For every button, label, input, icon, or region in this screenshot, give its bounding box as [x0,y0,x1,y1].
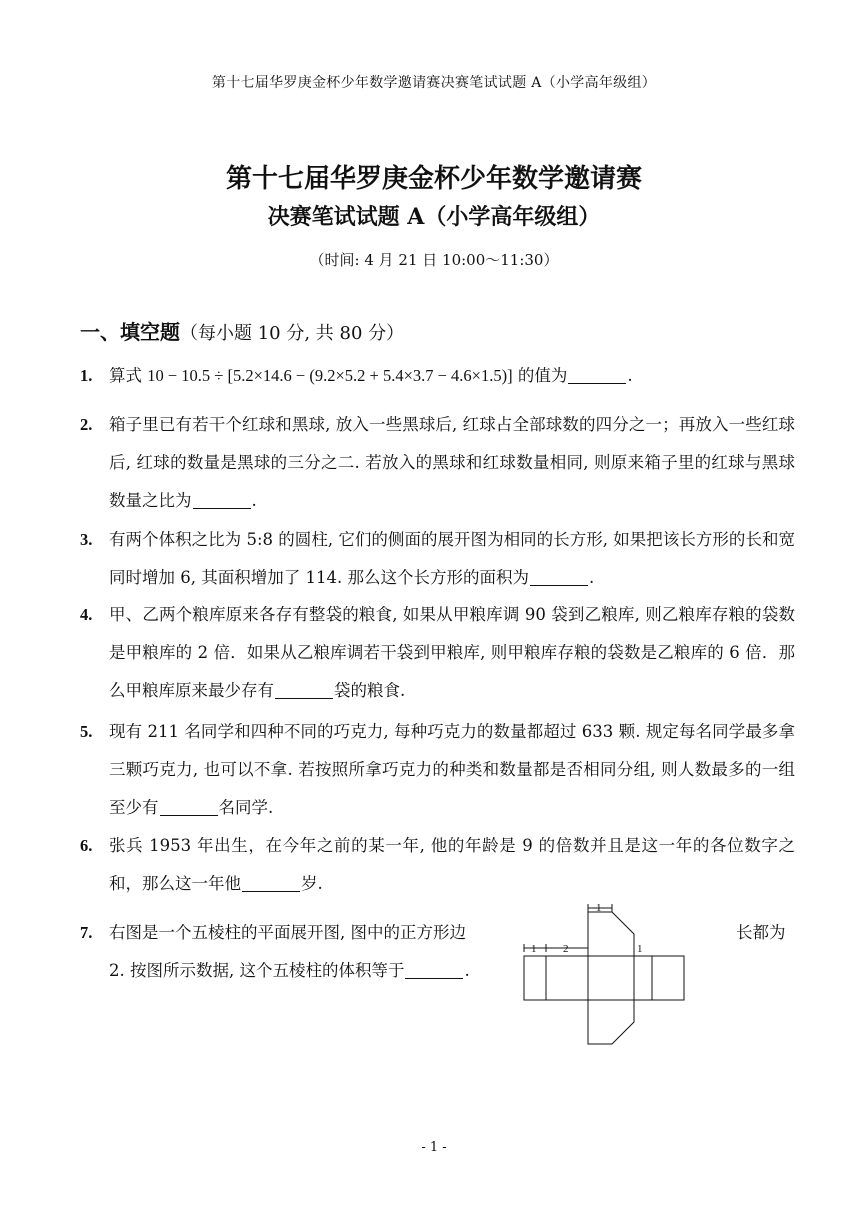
problem-number: 6. [80,836,93,855]
bottom-pentagon-face [588,1000,634,1044]
problem-7 [109,914,499,990]
problem-text: 箱子里已有若干个红球和黑球, 放入一些黑球后, 红球占全部球数的四分之一；再放入一些红球后, 红球的数量是黑球的三分之二. 若放入的黑球和红球数量相同, 则原来箱子里的红球与黑球数量之比为 [109,415,795,510]
section-note: （每小题 10 分, 共 80 分） [180,323,405,344]
problem-5 [80,713,795,827]
problem-text: 右图是一个五棱柱的平面展开图, 图中的正方形边 [109,923,466,942]
dimension-label: 1 [596,902,602,914]
problem-text: 张兵 1953 年出生，在今年之前的某一年, 他的年龄是 9 的倍数并且是这一年的各位数字之和，那么这一年他 [109,836,795,893]
page-number: - 1 - [421,1140,447,1155]
answer-blank[interactable] [568,367,626,385]
problem-end: . [588,568,595,587]
section-heading [80,316,404,345]
dimension-label: 1 [531,943,537,955]
problem-number: 5. [80,722,93,741]
top-pentagon-face [588,912,634,956]
problem-text: 算式 [109,366,148,385]
problem-text: 长都为 [736,923,786,942]
answer-blank[interactable] [405,962,463,980]
answer-blank[interactable] [160,799,218,817]
dimension-label: 2 [563,943,569,955]
problem-3 [80,521,795,597]
problem-text: 现有 211 名同学和四种不同的巧克力, 每种巧克力的数量都超过 633 颗. 规定每名同学最多拿三颗巧克力, 也可以不拿. 若按照所拿巧克力的种类和数量都是否相同分组, 则人数最多的一组至少有 [109,722,795,817]
problem-end: . [627,366,633,385]
answer-blank[interactable] [193,492,251,510]
problem-1 [80,357,795,395]
dimension-label: 1 [637,943,643,955]
problem-number: 3. [80,530,93,549]
problem-formula: 10 − 10.5 ÷ [5.2×14.6 − (9.2×5.2 + 5.4×3.7 − 4.6×1.5)] [147,366,513,385]
exam-time: （时间: 4 月 21 日 10:00～11:30） [309,251,559,269]
problem-2 [80,406,795,520]
section-title: 一、填空题 [80,320,180,344]
answer-blank[interactable] [275,682,333,700]
answer-blank[interactable] [530,569,588,587]
answer-blank[interactable] [242,875,300,893]
problem-number: 1. [80,366,93,385]
problem-4 [80,596,795,710]
exam-subtitle: 决赛笔试试题 A（小学高年级组） [267,204,601,230]
lateral-strip [524,956,684,1000]
problem-number: 7. [80,923,93,942]
problem-end: 名同学. [218,798,274,817]
problem-number: 2. [80,415,93,434]
problem-text: 的值为 [512,366,568,385]
running-header: 第十七届华罗庚金杯少年数学邀请赛决赛笔试试题 A（小学高年级组） [211,75,657,91]
exam-title: 第十七届华罗庚金杯少年数学邀请赛 [225,164,642,194]
problem-end: . [251,491,257,510]
problem-6 [80,827,795,903]
problem-number: 4. [80,605,93,624]
problem-end: 袋的粮食. [334,681,406,700]
problem-end: . [464,961,470,980]
problem-text: 甲、乙两个粮库原来各存有整袋的粮食, 如果从甲粮库调 90 袋到乙粮库, 则乙粮库存粮的袋数是甲粮库的 2 倍．如果从乙粮库调若干袋到甲粮库, 则甲粮库存粮的袋数是乙粮库的 6 倍．那么甲粮库原来最少存有 [109,605,795,700]
problem-text: 2. 按图所示数据, 这个五棱柱的体积等于 [109,961,405,980]
problem-text: 有两个体积之比为 5:8 的圆柱, 它们的侧面的展开图为相同的长方形, 如果把该长方形的长和宽同时增加 6, 其面积增加了 114. 那么这个长方形的面积为 [109,530,795,587]
pentagonal-prism-net-figure [518,898,690,1048]
problem-end: 岁. [301,874,323,893]
